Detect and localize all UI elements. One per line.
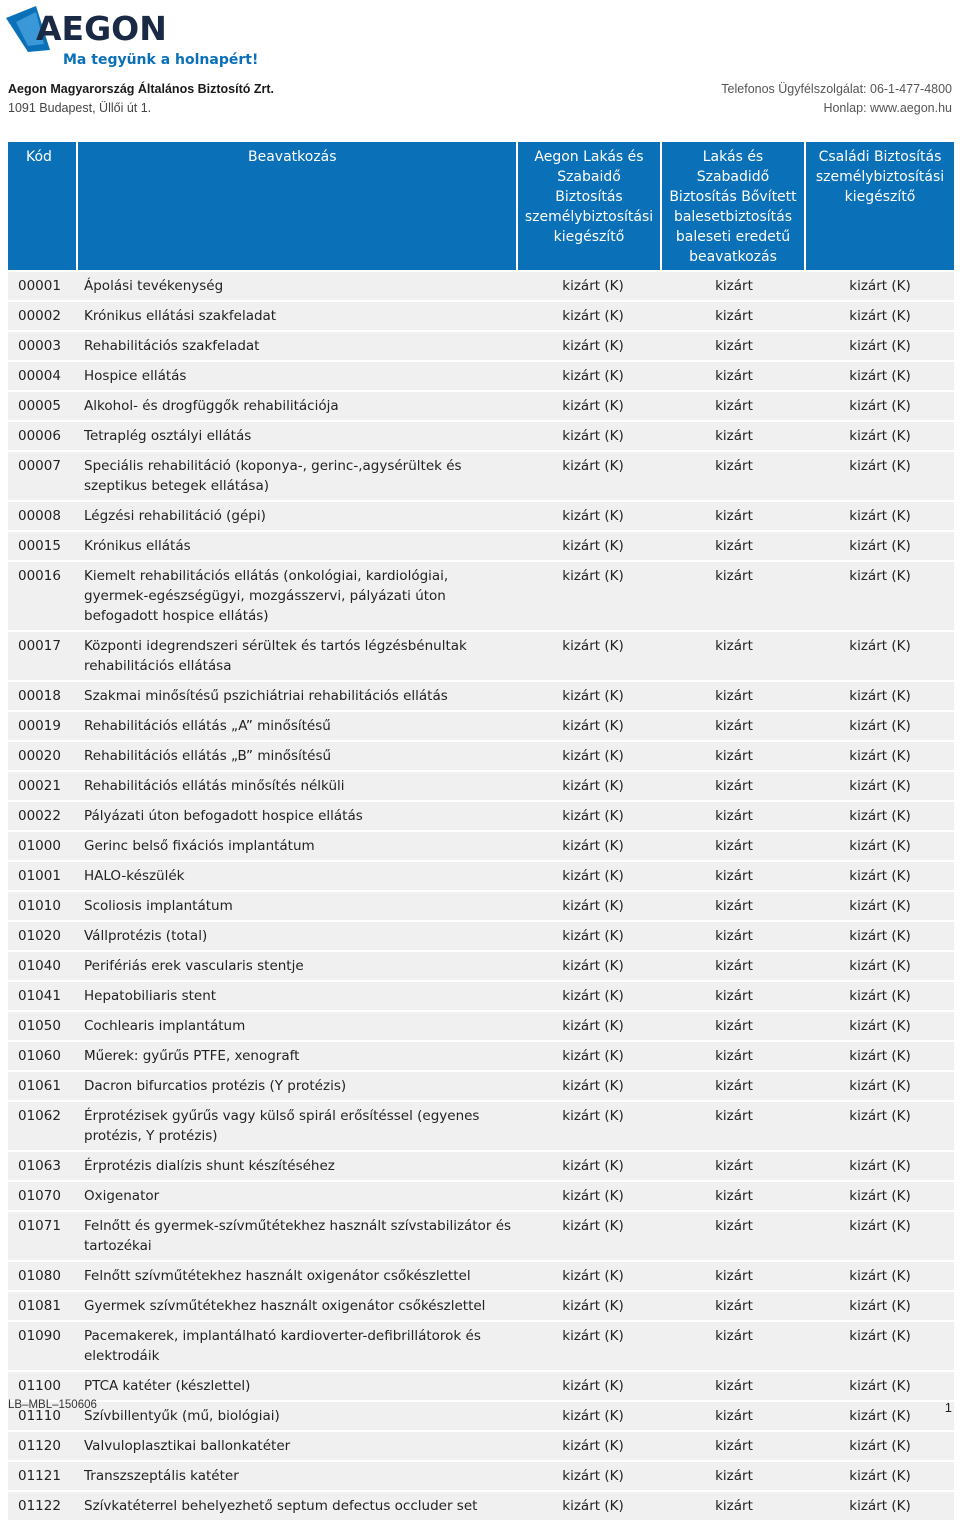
table-row (8, 422, 954, 450)
coverage-cell-b: kizárt (662, 1042, 806, 1070)
coverage-cell-c: kizárt (K) (806, 832, 954, 860)
coverage-cell-c: kizárt (K) (806, 1402, 954, 1430)
coverage-cell-b: kizárt (662, 1262, 806, 1290)
table-row (8, 362, 954, 390)
coverage-cell-a: kizárt (K) (518, 1262, 662, 1290)
coverage-cell-a: kizárt (K) (518, 1372, 662, 1400)
procedure-cell: Valvuloplasztikai ballonkatéter (78, 1432, 518, 1460)
coverage-cell-b: kizárt (662, 502, 806, 530)
table-row (8, 1042, 954, 1070)
table-row (8, 1402, 954, 1430)
coverage-cell-c: kizárt (K) (806, 1372, 954, 1400)
coverage-cell-a: kizárt (K) (518, 1292, 662, 1320)
coverage-cell-b: kizárt (662, 1072, 806, 1100)
coverage-cell-c: kizárt (K) (806, 892, 954, 920)
procedure-cell: Érprotézis dialízis shunt készítéséhez (78, 1152, 518, 1180)
coverage-cell-c: kizárt (K) (806, 1492, 954, 1520)
code-cell: 01060 (8, 1042, 78, 1070)
table-row (8, 1262, 954, 1290)
coverage-cell-b: kizárt (662, 682, 806, 710)
coverage-cell-b: kizárt (662, 1152, 806, 1180)
coverage-cell-b: kizárt (662, 1102, 806, 1150)
table-row (8, 832, 954, 860)
table-row (8, 562, 954, 630)
coverage-cell-b: kizárt (662, 1432, 806, 1460)
table-row (8, 1372, 954, 1400)
coverage-cell-c: kizárt (K) (806, 1152, 954, 1180)
table-row (8, 682, 954, 710)
coverage-cell-b: kizárt (662, 1372, 806, 1400)
coverage-cell-a: kizárt (K) (518, 1182, 662, 1210)
coverage-cell-a: kizárt (K) (518, 532, 662, 560)
coverage-cell-b: kizárt (662, 1182, 806, 1210)
coverage-cell-c: kizárt (K) (806, 632, 954, 680)
coverage-cell-a: kizárt (K) (518, 922, 662, 950)
code-cell: 01001 (8, 862, 78, 890)
coverage-cell-b: kizárt (662, 422, 806, 450)
coverage-cell-a: kizárt (K) (518, 712, 662, 740)
coverage-cell-c: kizárt (K) (806, 1072, 954, 1100)
coverage-cell-c: kizárt (K) (806, 1462, 954, 1490)
table-row (8, 1292, 954, 1320)
document-reference: LB–MBL–150606 (8, 1399, 97, 1411)
procedure-cell: HALO-készülék (78, 862, 518, 890)
company-name: Aegon Magyarország Általános Biztosító Zrt. (8, 82, 275, 96)
coverage-cell-a: kizárt (K) (518, 502, 662, 530)
procedure-cell: Oxigenator (78, 1182, 518, 1210)
coverage-cell-b: kizárt (662, 1462, 806, 1490)
coverage-cell-c: kizárt (K) (806, 982, 954, 1010)
coverage-cell-b: kizárt (662, 922, 806, 950)
code-cell: 01050 (8, 1012, 78, 1040)
coverage-cell-b: kizárt (662, 272, 806, 300)
coverage-cell-a: kizárt (K) (518, 802, 662, 830)
table-row (8, 742, 954, 770)
coverage-cell-c: kizárt (K) (806, 922, 954, 950)
coverage-cell-c: kizárt (K) (806, 1292, 954, 1320)
procedure-cell: Pályázati úton befogadott hospice ellátás (78, 802, 518, 830)
coverage-cell-b: kizárt (662, 862, 806, 890)
coverage-cell-c: kizárt (K) (806, 562, 954, 630)
coverage-cell-a: kizárt (K) (518, 982, 662, 1010)
code-cell: 01020 (8, 922, 78, 950)
table-row (8, 1212, 954, 1260)
code-cell: 00007 (8, 452, 78, 500)
coverage-cell-c: kizárt (K) (806, 532, 954, 560)
coverage-cell-b: kizárt (662, 712, 806, 740)
code-cell: 01081 (8, 1292, 78, 1320)
coverage-cell-a: kizárt (K) (518, 332, 662, 360)
code-cell: 00018 (8, 682, 78, 710)
coverage-cell-a: kizárt (K) (518, 1492, 662, 1520)
code-cell: 00015 (8, 532, 78, 560)
code-cell: 01041 (8, 982, 78, 1010)
coverage-cell-b: kizárt (662, 1402, 806, 1430)
procedure-cell: Speciális rehabilitáció (koponya-, gerinc-,agysérültek és szeptikus betegek ellátása) (78, 452, 518, 500)
coverage-cell-c: kizárt (K) (806, 302, 954, 330)
coverage-cell-c: kizárt (K) (806, 802, 954, 830)
table-row (8, 1182, 954, 1210)
coverage-cell-c: kizárt (K) (806, 682, 954, 710)
coverage-cell-a: kizárt (K) (518, 1322, 662, 1370)
table-row (8, 1492, 954, 1520)
coverage-table (8, 140, 954, 1522)
coverage-cell-a: kizárt (K) (518, 1012, 662, 1040)
coverage-cell-b: kizárt (662, 1012, 806, 1040)
table-row (8, 1432, 954, 1460)
coverage-cell-a: kizárt (K) (518, 1042, 662, 1070)
coverage-cell-c: kizárt (K) (806, 502, 954, 530)
coverage-cell-a: kizárt (K) (518, 682, 662, 710)
coverage-cell-c: kizárt (K) (806, 452, 954, 500)
procedure-cell: Szívkatéterrel behelyezhető septum defectus occluder set (78, 1492, 518, 1520)
procedure-cell: Légzési rehabilitáció (gépi) (78, 502, 518, 530)
code-cell: 01071 (8, 1212, 78, 1260)
coverage-cell-a: kizárt (K) (518, 422, 662, 450)
page-number: 1 (944, 1400, 952, 1415)
coverage-cell-a: kizárt (K) (518, 1462, 662, 1490)
coverage-cell-a: kizárt (K) (518, 892, 662, 920)
coverage-cell-b: kizárt (662, 1292, 806, 1320)
coverage-cell-c: kizárt (K) (806, 952, 954, 980)
coverage-cell-a: kizárt (K) (518, 392, 662, 420)
code-cell: 01070 (8, 1182, 78, 1210)
coverage-cell-a: kizárt (K) (518, 302, 662, 330)
code-cell: 00005 (8, 392, 78, 420)
coverage-cell-b: kizárt (662, 1322, 806, 1370)
phone-info: Telefonos Ügyfélszolgálat: 06-1-477-4800 (721, 82, 952, 96)
procedure-cell: Rehabilitációs szakfeladat (78, 332, 518, 360)
coverage-cell-b: kizárt (662, 742, 806, 770)
code-cell: 00020 (8, 742, 78, 770)
company-address: 1091 Budapest, Üllői út 1. (8, 101, 152, 115)
procedure-cell: Krónikus ellátás (78, 532, 518, 560)
coverage-cell-a: kizárt (K) (518, 1072, 662, 1100)
coverage-cell-a: kizárt (K) (518, 272, 662, 300)
procedure-cell: Felnőtt szívműtétekhez használt oxigenátor csőkészlettel (78, 1262, 518, 1290)
coverage-cell-a: kizárt (K) (518, 452, 662, 500)
procedure-cell: Pacemakerek, implantálható kardioverter-defibrillátorok és elektrodáik (78, 1322, 518, 1370)
code-cell: 00006 (8, 422, 78, 450)
procedure-cell: Rehabilitációs ellátás minősítés nélküli (78, 772, 518, 800)
procedure-cell: Scoliosis implantátum (78, 892, 518, 920)
coverage-cell-c: kizárt (K) (806, 712, 954, 740)
coverage-cell-a: kizárt (K) (518, 562, 662, 630)
code-cell: 00019 (8, 712, 78, 740)
coverage-cell-a: kizárt (K) (518, 1402, 662, 1430)
logo-wordmark: AEGON (36, 9, 167, 48)
coverage-cell-b: kizárt (662, 772, 806, 800)
procedure-cell: Alkohol- és drogfüggők rehabilitációja (78, 392, 518, 420)
table-row (8, 952, 954, 980)
table-body (8, 272, 954, 1520)
table-row (8, 922, 954, 950)
code-cell: 00016 (8, 562, 78, 630)
procedure-cell: Szívbillentyűk (mű, biológiai) (78, 1402, 518, 1430)
code-cell: 01000 (8, 832, 78, 860)
coverage-cell-b: kizárt (662, 802, 806, 830)
coverage-cell-b: kizárt (662, 1212, 806, 1260)
logo-slogan: Ma tegyünk a holnapért! (63, 52, 259, 68)
code-cell: 00021 (8, 772, 78, 800)
table-row (8, 1072, 954, 1100)
table-row (8, 332, 954, 360)
table-row (8, 892, 954, 920)
table-row (8, 1322, 954, 1370)
procedure-cell: Felnőtt és gyermek-szívműtétekhez használt szívstabilizátor és tartozékai (78, 1212, 518, 1260)
table-row (8, 1152, 954, 1180)
coverage-cell-b: kizárt (662, 332, 806, 360)
coverage-cell-b: kizárt (662, 952, 806, 980)
table-row (8, 392, 954, 420)
table-row (8, 802, 954, 830)
procedure-cell: Transzszeptális katéter (78, 1462, 518, 1490)
column-header-code: Kód (8, 142, 78, 270)
procedure-cell: Krónikus ellátási szakfeladat (78, 302, 518, 330)
code-cell: 01040 (8, 952, 78, 980)
code-cell: 01090 (8, 1322, 78, 1370)
coverage-cell-b: kizárt (662, 562, 806, 630)
code-cell: 00002 (8, 302, 78, 330)
coverage-cell-c: kizárt (K) (806, 362, 954, 390)
procedure-cell: Vállprotézis (total) (78, 922, 518, 950)
table-row (8, 772, 954, 800)
coverage-cell-a: kizárt (K) (518, 862, 662, 890)
coverage-cell-b: kizárt (662, 892, 806, 920)
procedure-cell: Kiemelt rehabilitációs ellátás (onkológiai, kardiológiai, gyermek-egészségügyi, mozgásszervi, pályázati úton befogadott hospice ellátás) (78, 562, 518, 630)
coverage-cell-b: kizárt (662, 632, 806, 680)
procedure-cell: Szakmai minősítésű pszichiátriai rehabilitációs ellátás (78, 682, 518, 710)
table-row (8, 712, 954, 740)
code-cell: 00004 (8, 362, 78, 390)
column-header-family-insurance: Családi Biztosítás személybiztosítási kiegészítő (806, 142, 954, 270)
coverage-cell-c: kizárt (K) (806, 772, 954, 800)
procedure-cell: Érprotézisek gyűrűs vagy külső spirál erősítéssel (egyenes protézis, Y protézis) (78, 1102, 518, 1150)
column-header-extended-accident: Lakás és Szabadidő Biztosítás Bővített balesetbiztosítás baleseti eredetű beavatkozás (662, 142, 806, 270)
code-cell: 00008 (8, 502, 78, 530)
procedure-cell: Tetraplég osztályi ellátás (78, 422, 518, 450)
coverage-cell-a: kizárt (K) (518, 1152, 662, 1180)
procedure-cell: Cochlearis implantátum (78, 1012, 518, 1040)
coverage-cell-c: kizárt (K) (806, 742, 954, 770)
coverage-cell-c: kizárt (K) (806, 1012, 954, 1040)
website-info: Honlap: www.aegon.hu (823, 101, 952, 115)
code-cell: 01100 (8, 1372, 78, 1400)
coverage-cell-c: kizárt (K) (806, 272, 954, 300)
coverage-cell-c: kizárt (K) (806, 332, 954, 360)
code-cell: 01063 (8, 1152, 78, 1180)
coverage-cell-a: kizárt (K) (518, 952, 662, 980)
procedure-cell: Rehabilitációs ellátás „B” minősítésű (78, 742, 518, 770)
table-row (8, 1462, 954, 1490)
code-cell: 01110 (8, 1402, 78, 1430)
procedure-cell: Hospice ellátás (78, 362, 518, 390)
table-row (8, 1102, 954, 1150)
code-cell: 00003 (8, 332, 78, 360)
procedure-cell: Műerek: gyűrűs PTFE, xenograft (78, 1042, 518, 1070)
coverage-cell-b: kizárt (662, 832, 806, 860)
coverage-cell-c: kizárt (K) (806, 1432, 954, 1460)
table-row (8, 862, 954, 890)
code-cell: 01061 (8, 1072, 78, 1100)
procedure-cell: Rehabilitációs ellátás „A” minősítésű (78, 712, 518, 740)
procedure-cell: Gerinc belső fixációs implantátum (78, 832, 518, 860)
coverage-cell-c: kizárt (K) (806, 1102, 954, 1150)
coverage-cell-b: kizárt (662, 302, 806, 330)
coverage-cell-c: kizárt (K) (806, 1212, 954, 1260)
procedure-cell: Dacron bifurcatios protézis (Y protézis) (78, 1072, 518, 1100)
coverage-cell-a: kizárt (K) (518, 1432, 662, 1460)
procedure-cell: Központi idegrendszeri sérültek és tartós légzésbénultak rehabilitációs ellátása (78, 632, 518, 680)
code-cell: 01120 (8, 1432, 78, 1460)
coverage-cell-a: kizárt (K) (518, 1102, 662, 1150)
coverage-cell-b: kizárt (662, 982, 806, 1010)
coverage-cell-c: kizárt (K) (806, 422, 954, 450)
coverage-cell-b: kizárt (662, 1492, 806, 1520)
procedure-cell: Gyermek szívműtétekhez használt oxigenátor csőkészlettel (78, 1292, 518, 1320)
coverage-cell-c: kizárt (K) (806, 1182, 954, 1210)
table-row (8, 532, 954, 560)
table-row (8, 452, 954, 500)
coverage-cell-b: kizárt (662, 452, 806, 500)
table-header-row (8, 142, 954, 270)
coverage-cell-a: kizárt (K) (518, 632, 662, 680)
coverage-cell-c: kizárt (K) (806, 1262, 954, 1290)
code-cell: 00001 (8, 272, 78, 300)
coverage-cell-a: kizárt (K) (518, 832, 662, 860)
coverage-cell-b: kizárt (662, 532, 806, 560)
code-cell: 01062 (8, 1102, 78, 1150)
column-header-procedure: Beavatkozás (78, 142, 518, 270)
code-cell: 01121 (8, 1462, 78, 1490)
coverage-cell-c: kizárt (K) (806, 1322, 954, 1370)
column-header-aegon-home-leisure: Aegon Lakás és Szabaidő Biztosítás személybiztosítási kiegészítő (518, 142, 662, 270)
coverage-cell-c: kizárt (K) (806, 862, 954, 890)
table-row (8, 502, 954, 530)
coverage-cell-c: kizárt (K) (806, 392, 954, 420)
coverage-cell-c: kizárt (K) (806, 1042, 954, 1070)
coverage-cell-a: kizárt (K) (518, 362, 662, 390)
procedure-cell: Perifériás erek vascularis stentje (78, 952, 518, 980)
coverage-cell-b: kizárt (662, 362, 806, 390)
procedure-cell: PTCA katéter (készlettel) (78, 1372, 518, 1400)
code-cell: 01010 (8, 892, 78, 920)
code-cell: 01122 (8, 1492, 78, 1520)
code-cell: 01080 (8, 1262, 78, 1290)
aegon-logo-mark (6, 4, 246, 54)
coverage-cell-b: kizárt (662, 392, 806, 420)
coverage-cell-a: kizárt (K) (518, 742, 662, 770)
table-row (8, 1012, 954, 1040)
procedure-cell: Ápolási tevékenység (78, 272, 518, 300)
procedure-cell: Hepatobiliaris stent (78, 982, 518, 1010)
table-row (8, 302, 954, 330)
coverage-cell-a: kizárt (K) (518, 772, 662, 800)
table-row (8, 272, 954, 300)
code-cell: 00022 (8, 802, 78, 830)
coverage-cell-a: kizárt (K) (518, 1212, 662, 1260)
table-row (8, 632, 954, 680)
table-row (8, 982, 954, 1010)
code-cell: 00017 (8, 632, 78, 680)
